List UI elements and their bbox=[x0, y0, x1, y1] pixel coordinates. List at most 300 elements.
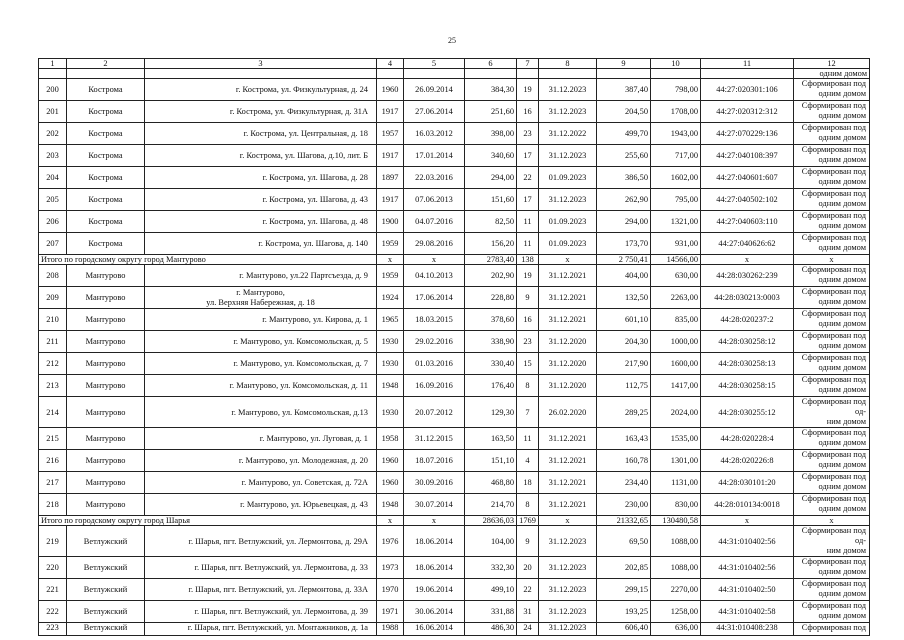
district-cell: Мантурово bbox=[67, 287, 145, 309]
deadline-cell: 31.12.2021 bbox=[539, 287, 597, 309]
status-line-2: одним домом bbox=[818, 275, 866, 284]
date-cell: 16.09.2016 bbox=[404, 375, 465, 397]
cost-cell: 1258,00 bbox=[651, 601, 701, 623]
status-line-2: одним домом bbox=[818, 297, 866, 306]
column-number: 5 bbox=[404, 59, 465, 69]
date-cell: 04.10.2013 bbox=[404, 265, 465, 287]
row-number: 207 bbox=[39, 233, 67, 255]
residents-cell: 9 bbox=[517, 526, 539, 557]
subtotal-c11: x bbox=[701, 516, 794, 526]
cost-cell: 636,00 bbox=[651, 623, 701, 636]
date-cell: 30.06.2014 bbox=[404, 601, 465, 623]
subtotal-c8: x bbox=[539, 516, 597, 526]
cadastre-cell: 44:28:030101:20 bbox=[701, 472, 794, 494]
area-resettled-cell: 217,90 bbox=[597, 353, 651, 375]
column-number: 10 bbox=[651, 59, 701, 69]
area-cell: 330,40 bbox=[465, 353, 517, 375]
cost-cell: 1000,00 bbox=[651, 331, 701, 353]
area-cell: 214,70 bbox=[465, 494, 517, 516]
cost-cell: 931,00 bbox=[651, 233, 701, 255]
status-line-2: одним домом bbox=[818, 482, 866, 491]
year-cell: 1960 bbox=[377, 79, 404, 101]
residents-cell: 16 bbox=[517, 101, 539, 123]
date-cell: 31.12.2015 bbox=[404, 428, 465, 450]
table-row bbox=[39, 579, 870, 601]
year-cell: 1930 bbox=[377, 397, 404, 428]
residents-cell: 8 bbox=[517, 494, 539, 516]
status-line-2: одним домом bbox=[818, 177, 866, 186]
residents-cell: 31 bbox=[517, 601, 539, 623]
subtotal-c7: 1769 bbox=[517, 516, 539, 526]
address-cell: г. Мантурово, ул. Комсомольская, д.13 bbox=[145, 397, 377, 428]
year-cell: 1917 bbox=[377, 189, 404, 211]
deadline-cell: 31.12.2023 bbox=[539, 189, 597, 211]
cadastre-cell: 44:31:010408:238 bbox=[701, 623, 794, 636]
year-cell: 1965 bbox=[377, 309, 404, 331]
status-line-1: Сформирован под bbox=[801, 450, 866, 459]
date-cell: 18.03.2015 bbox=[404, 309, 465, 331]
deadline-cell: 31.12.2022 bbox=[539, 123, 597, 145]
status-cell bbox=[794, 579, 870, 601]
year-cell: 1958 bbox=[377, 428, 404, 450]
deadline-cell: 31.12.2021 bbox=[539, 472, 597, 494]
address-cell: г. Кострома, ул. Шагова, д.10, лит. Б bbox=[145, 145, 377, 167]
residents-cell: 22 bbox=[517, 579, 539, 601]
cadastre-cell: 44:31:010402:56 bbox=[701, 557, 794, 579]
cost-cell: 2270,00 bbox=[651, 579, 701, 601]
status-cell bbox=[794, 123, 870, 145]
status-cell bbox=[794, 211, 870, 233]
column-number: 1 bbox=[39, 59, 67, 69]
row-number: 201 bbox=[39, 101, 67, 123]
area-resettled-cell: 601,10 bbox=[597, 309, 651, 331]
table-row bbox=[39, 494, 870, 516]
subtotal-c12: x bbox=[794, 255, 870, 265]
date-cell: 16.03.2012 bbox=[404, 123, 465, 145]
area-resettled-cell: 193,25 bbox=[597, 601, 651, 623]
address-cell bbox=[145, 287, 377, 309]
cadastre-cell: 44:27:040626:62 bbox=[701, 233, 794, 255]
subtotal-label: Итого по городскому округу город Мантурово bbox=[39, 255, 377, 265]
status-line-2: одним домом bbox=[818, 221, 866, 230]
cost-cell: 798,00 bbox=[651, 79, 701, 101]
area-cell: 378,60 bbox=[465, 309, 517, 331]
residents-cell: 8 bbox=[517, 375, 539, 397]
deadline-cell: 31.12.2023 bbox=[539, 579, 597, 601]
deadline-cell: 31.12.2023 bbox=[539, 557, 597, 579]
deadline-cell: 31.12.2021 bbox=[539, 450, 597, 472]
status-line-2: одним домом bbox=[818, 155, 866, 164]
deadline-cell: 31.12.2020 bbox=[539, 375, 597, 397]
district-cell: Кострома bbox=[67, 189, 145, 211]
subtotal-c5: x bbox=[404, 516, 465, 526]
continuation-row bbox=[39, 69, 870, 79]
subtotal-row bbox=[39, 516, 870, 526]
area-cell: 82,50 bbox=[465, 211, 517, 233]
row-number: 222 bbox=[39, 601, 67, 623]
cadastre-cell: 44:28:030262:239 bbox=[701, 265, 794, 287]
status-line-1: Сформирован под bbox=[801, 331, 866, 340]
status-cell bbox=[794, 450, 870, 472]
table-row bbox=[39, 557, 870, 579]
deadline-cell: 31.12.2020 bbox=[539, 353, 597, 375]
status-line-2: одним домом bbox=[818, 111, 866, 120]
area-resettled-cell: 386,50 bbox=[597, 167, 651, 189]
row-number: 209 bbox=[39, 287, 67, 309]
status-line-1: Сформирован под bbox=[801, 79, 866, 88]
cadastre-cell: 44:28:030258:15 bbox=[701, 375, 794, 397]
table-row bbox=[39, 331, 870, 353]
area-cell: 398,00 bbox=[465, 123, 517, 145]
table-row bbox=[39, 233, 870, 255]
status-cell bbox=[794, 265, 870, 287]
row-number: 214 bbox=[39, 397, 67, 428]
date-cell: 29.08.2016 bbox=[404, 233, 465, 255]
district-cell: Мантурово bbox=[67, 265, 145, 287]
address-cell: г. Кострома, ул. Шагова, д. 28 bbox=[145, 167, 377, 189]
deadline-cell: 01.09.2023 bbox=[539, 167, 597, 189]
address-cell: г. Мантурово, ул. Комсомольская, д. 5 bbox=[145, 331, 377, 353]
deadline-cell: 31.12.2023 bbox=[539, 79, 597, 101]
residents-cell: 19 bbox=[517, 79, 539, 101]
column-number: 12 bbox=[794, 59, 870, 69]
status-line-2: одним домом bbox=[818, 567, 866, 576]
area-cell: 332,30 bbox=[465, 557, 517, 579]
district-cell: Мантурово bbox=[67, 428, 145, 450]
cadastre-cell: 44:28:020228:4 bbox=[701, 428, 794, 450]
table-row bbox=[39, 375, 870, 397]
status-line-1: Сформирован под bbox=[801, 123, 866, 132]
row-number: 212 bbox=[39, 353, 67, 375]
deadline-cell: 31.12.2021 bbox=[539, 265, 597, 287]
area-cell: 251,60 bbox=[465, 101, 517, 123]
subtotal-c4: x bbox=[377, 516, 404, 526]
cost-cell: 1417,00 bbox=[651, 375, 701, 397]
page-number: 25 bbox=[448, 36, 456, 45]
residents-cell: 11 bbox=[517, 233, 539, 255]
address-cell: г. Кострома, ул. Центральная, д. 18 bbox=[145, 123, 377, 145]
cost-cell: 1708,00 bbox=[651, 101, 701, 123]
cost-cell: 630,00 bbox=[651, 265, 701, 287]
date-cell: 18.06.2014 bbox=[404, 526, 465, 557]
status-line-2: одним домом bbox=[818, 133, 866, 142]
row-number: 216 bbox=[39, 450, 67, 472]
subtotal-c6: 28636,03 bbox=[465, 516, 517, 526]
address-cell: г. Мантурово, ул. Комсомольская, д. 7 bbox=[145, 353, 377, 375]
status-cell bbox=[794, 494, 870, 516]
row-number: 206 bbox=[39, 211, 67, 233]
table-row bbox=[39, 101, 870, 123]
district-cell: Мантурово bbox=[67, 331, 145, 353]
address-cell: г. Мантурово, ул. Юрьевецкая, д. 43 bbox=[145, 494, 377, 516]
cost-cell: 1088,00 bbox=[651, 557, 701, 579]
date-cell: 30.07.2014 bbox=[404, 494, 465, 516]
table-row bbox=[39, 309, 870, 331]
date-cell: 30.09.2016 bbox=[404, 472, 465, 494]
date-cell: 18.06.2014 bbox=[404, 557, 465, 579]
subtotal-c12: x bbox=[794, 516, 870, 526]
table-row bbox=[39, 189, 870, 211]
address-cell: г. Мантурово, ул.22 Партсъезда, д. 9 bbox=[145, 265, 377, 287]
year-cell: 1948 bbox=[377, 375, 404, 397]
district-cell: Мантурово bbox=[67, 397, 145, 428]
status-cell bbox=[794, 233, 870, 255]
residents-cell: 23 bbox=[517, 123, 539, 145]
cadastre-cell: 44:28:020226:8 bbox=[701, 450, 794, 472]
date-cell: 29.02.2016 bbox=[404, 331, 465, 353]
area-resettled-cell: 173,70 bbox=[597, 233, 651, 255]
address-cell: г. Шарья, пгт. Ветлужский, ул. Лермонтова, д. 39 bbox=[145, 601, 377, 623]
residents-cell: 17 bbox=[517, 189, 539, 211]
subtotal-c8: x bbox=[539, 255, 597, 265]
cadastre-cell: 44:27:040603:110 bbox=[701, 211, 794, 233]
residents-cell: 7 bbox=[517, 397, 539, 428]
cadastre-cell: 44:28:030258:12 bbox=[701, 331, 794, 353]
year-cell: 1960 bbox=[377, 450, 404, 472]
status-cell bbox=[794, 557, 870, 579]
address-cell: г. Кострома, ул. Шагова, д. 48 bbox=[145, 211, 377, 233]
date-cell: 01.03.2016 bbox=[404, 353, 465, 375]
date-cell: 18.07.2016 bbox=[404, 450, 465, 472]
column-number: 2 bbox=[67, 59, 145, 69]
residents-cell: 22 bbox=[517, 167, 539, 189]
area-cell: 384,30 bbox=[465, 79, 517, 101]
district-cell: Кострома bbox=[67, 123, 145, 145]
residents-cell: 15 bbox=[517, 353, 539, 375]
cost-cell: 1301,00 bbox=[651, 450, 701, 472]
date-cell: 07.06.2013 bbox=[404, 189, 465, 211]
date-cell: 17.01.2014 bbox=[404, 145, 465, 167]
district-cell: Мантурово bbox=[67, 472, 145, 494]
column-number: 11 bbox=[701, 59, 794, 69]
status-line-1: Сформирован под bbox=[801, 428, 866, 437]
address-line-1: г. Мантурово, bbox=[236, 287, 285, 297]
date-cell: 26.09.2014 bbox=[404, 79, 465, 101]
status-cell bbox=[794, 145, 870, 167]
status-cell bbox=[794, 623, 870, 636]
column-number: 4 bbox=[377, 59, 404, 69]
cadastre-cell: 44:28:030258:13 bbox=[701, 353, 794, 375]
subtotal-c9: 2 750,41 bbox=[597, 255, 651, 265]
cost-cell: 1600,00 bbox=[651, 353, 701, 375]
status-line-1: Сформирован под bbox=[801, 233, 866, 242]
cost-cell: 795,00 bbox=[651, 189, 701, 211]
address-cell: г. Шарья, пгт. Ветлужский, ул. Лермонтова, д. 33А bbox=[145, 579, 377, 601]
status-cell bbox=[794, 375, 870, 397]
residents-cell: 4 bbox=[517, 450, 539, 472]
area-resettled-cell: 387,40 bbox=[597, 79, 651, 101]
address-cell: г. Шарья, пгт. Ветлужский, ул. Монтажников, д. 1а bbox=[145, 623, 377, 636]
status-line-2: одним домом bbox=[818, 504, 866, 513]
deadline-cell: 01.09.2023 bbox=[539, 233, 597, 255]
address-cell: г. Кострома, ул. Шагова, д. 140 bbox=[145, 233, 377, 255]
cadastre-cell: 44:31:010402:50 bbox=[701, 579, 794, 601]
row-number: 202 bbox=[39, 123, 67, 145]
year-cell: 1960 bbox=[377, 472, 404, 494]
column-number: 6 bbox=[465, 59, 517, 69]
table-row bbox=[39, 211, 870, 233]
status-cell bbox=[794, 331, 870, 353]
status-line-2: одним домом bbox=[818, 319, 866, 328]
status-line-2: одним домом bbox=[818, 589, 866, 598]
status-line-1: Сформирован под bbox=[801, 167, 866, 176]
residents-cell: 20 bbox=[517, 557, 539, 579]
row-number: 203 bbox=[39, 145, 67, 167]
deadline-cell: 01.09.2023 bbox=[539, 211, 597, 233]
row-number: 217 bbox=[39, 472, 67, 494]
subtotal-row bbox=[39, 255, 870, 265]
deadline-cell: 31.12.2023 bbox=[539, 526, 597, 557]
row-number: 211 bbox=[39, 331, 67, 353]
status-line-2: одним домом bbox=[818, 89, 866, 98]
district-cell: Мантурово bbox=[67, 450, 145, 472]
cost-cell: 830,00 bbox=[651, 494, 701, 516]
status-cell bbox=[794, 526, 870, 557]
district-cell: Мантурово bbox=[67, 375, 145, 397]
address-cell: г. Шарья, пгт. Ветлужский, ул. Лермонтова, д. 33 bbox=[145, 557, 377, 579]
status-cell bbox=[794, 601, 870, 623]
row-number: 218 bbox=[39, 494, 67, 516]
status-line-2: одним домом bbox=[818, 385, 866, 394]
status-line-1: Сформирован под bbox=[801, 101, 866, 110]
status-cell bbox=[794, 309, 870, 331]
table-row bbox=[39, 623, 870, 636]
year-cell: 1976 bbox=[377, 526, 404, 557]
district-cell: Ветлужский bbox=[67, 623, 145, 636]
year-cell: 1973 bbox=[377, 557, 404, 579]
address-cell: г. Мантурово, ул. Комсомольская, д. 11 bbox=[145, 375, 377, 397]
area-cell: 163,50 bbox=[465, 428, 517, 450]
cost-cell: 1602,00 bbox=[651, 167, 701, 189]
cadastre-cell: 44:27:040601:607 bbox=[701, 167, 794, 189]
cadastre-cell: 44:27:020312:312 bbox=[701, 101, 794, 123]
deadline-cell: 31.12.2023 bbox=[539, 601, 597, 623]
subtotal-c7: 138 bbox=[517, 255, 539, 265]
area-resettled-cell: 230,00 bbox=[597, 494, 651, 516]
area-resettled-cell: 606,40 bbox=[597, 623, 651, 636]
district-cell: Кострома bbox=[67, 101, 145, 123]
row-number: 220 bbox=[39, 557, 67, 579]
row-number: 215 bbox=[39, 428, 67, 450]
deadline-cell: 31.12.2021 bbox=[539, 494, 597, 516]
deadline-cell: 31.12.2023 bbox=[539, 145, 597, 167]
year-cell: 1917 bbox=[377, 145, 404, 167]
column-number-row bbox=[39, 59, 870, 69]
area-cell: 228,80 bbox=[465, 287, 517, 309]
deadline-cell: 31.12.2023 bbox=[539, 101, 597, 123]
date-cell: 20.07.2012 bbox=[404, 397, 465, 428]
table-row bbox=[39, 287, 870, 309]
subtotal-label: Итого по городскому округу город Шарья bbox=[39, 516, 377, 526]
status-line-1: Сформирован под bbox=[801, 265, 866, 274]
residents-cell: 18 bbox=[517, 472, 539, 494]
address-cell: г. Мантурово, ул. Молодежная, д. 20 bbox=[145, 450, 377, 472]
residents-cell: 11 bbox=[517, 428, 539, 450]
year-cell: 1930 bbox=[377, 353, 404, 375]
area-cell: 468,80 bbox=[465, 472, 517, 494]
address-cell: г. Кострома, ул. Шагова, д. 43 bbox=[145, 189, 377, 211]
status-line-2: ним домом bbox=[826, 417, 866, 426]
status-line-1: Сформирован под bbox=[801, 623, 866, 632]
year-cell: 1971 bbox=[377, 601, 404, 623]
year-cell: 1959 bbox=[377, 265, 404, 287]
status-line-1: Сформирован под од- bbox=[801, 397, 866, 416]
table-row bbox=[39, 145, 870, 167]
status-line-1: Сформирован под од- bbox=[801, 526, 866, 545]
status-cell bbox=[794, 472, 870, 494]
status-line-2: одним домом bbox=[818, 199, 866, 208]
table-row bbox=[39, 601, 870, 623]
table-row bbox=[39, 353, 870, 375]
deadline-cell: 31.12.2021 bbox=[539, 428, 597, 450]
column-number: 9 bbox=[597, 59, 651, 69]
date-cell: 19.06.2014 bbox=[404, 579, 465, 601]
cost-cell: 717,00 bbox=[651, 145, 701, 167]
table-row bbox=[39, 265, 870, 287]
status-line-2: одним домом bbox=[818, 363, 866, 372]
subtotal-c11: x bbox=[701, 255, 794, 265]
year-cell: 1897 bbox=[377, 167, 404, 189]
cadastre-cell: 44:28:020237:2 bbox=[701, 309, 794, 331]
column-number: 7 bbox=[517, 59, 539, 69]
area-resettled-cell: 112,75 bbox=[597, 375, 651, 397]
residents-cell: 17 bbox=[517, 145, 539, 167]
district-cell: Кострома bbox=[67, 145, 145, 167]
address-cell: г. Шарья, пгт. Ветлужский, ул. Лермонтова, д. 29А bbox=[145, 526, 377, 557]
status-line-2: одним домом bbox=[818, 341, 866, 350]
table-row bbox=[39, 428, 870, 450]
row-number: 219 bbox=[39, 526, 67, 557]
district-cell: Мантурово bbox=[67, 353, 145, 375]
date-cell: 27.06.2014 bbox=[404, 101, 465, 123]
area-resettled-cell: 132,50 bbox=[597, 287, 651, 309]
area-cell: 104,00 bbox=[465, 526, 517, 557]
year-cell: 1970 bbox=[377, 579, 404, 601]
column-number: 3 bbox=[145, 59, 377, 69]
table-row bbox=[39, 397, 870, 428]
area-cell: 151,60 bbox=[465, 189, 517, 211]
area-cell: 331,88 bbox=[465, 601, 517, 623]
year-cell: 1917 bbox=[377, 101, 404, 123]
table-row bbox=[39, 167, 870, 189]
housing-table bbox=[38, 58, 870, 636]
date-cell: 16.06.2014 bbox=[404, 623, 465, 636]
subtotal-c4: x bbox=[377, 255, 404, 265]
district-cell: Кострома bbox=[67, 233, 145, 255]
cadastre-cell: 44:31:010402:58 bbox=[701, 601, 794, 623]
row-number: 213 bbox=[39, 375, 67, 397]
area-resettled-cell: 289,25 bbox=[597, 397, 651, 428]
district-cell: Ветлужский bbox=[67, 557, 145, 579]
table-row bbox=[39, 123, 870, 145]
date-cell: 04.07.2016 bbox=[404, 211, 465, 233]
district-cell: Ветлужский bbox=[67, 526, 145, 557]
date-cell: 17.06.2014 bbox=[404, 287, 465, 309]
area-cell: 156,20 bbox=[465, 233, 517, 255]
table-row bbox=[39, 79, 870, 101]
status-cell bbox=[794, 287, 870, 309]
cost-cell: 1535,00 bbox=[651, 428, 701, 450]
address-cell: г. Мантурово, ул. Кирова, д. 1 bbox=[145, 309, 377, 331]
table-row bbox=[39, 450, 870, 472]
district-cell: Ветлужский bbox=[67, 601, 145, 623]
cost-cell: 1088,00 bbox=[651, 526, 701, 557]
table-row bbox=[39, 526, 870, 557]
status-line-1: Сформирован под bbox=[801, 145, 866, 154]
status-line-1: Сформирован под bbox=[801, 287, 866, 296]
deadline-cell: 31.12.2020 bbox=[539, 331, 597, 353]
residents-cell: 23 bbox=[517, 331, 539, 353]
